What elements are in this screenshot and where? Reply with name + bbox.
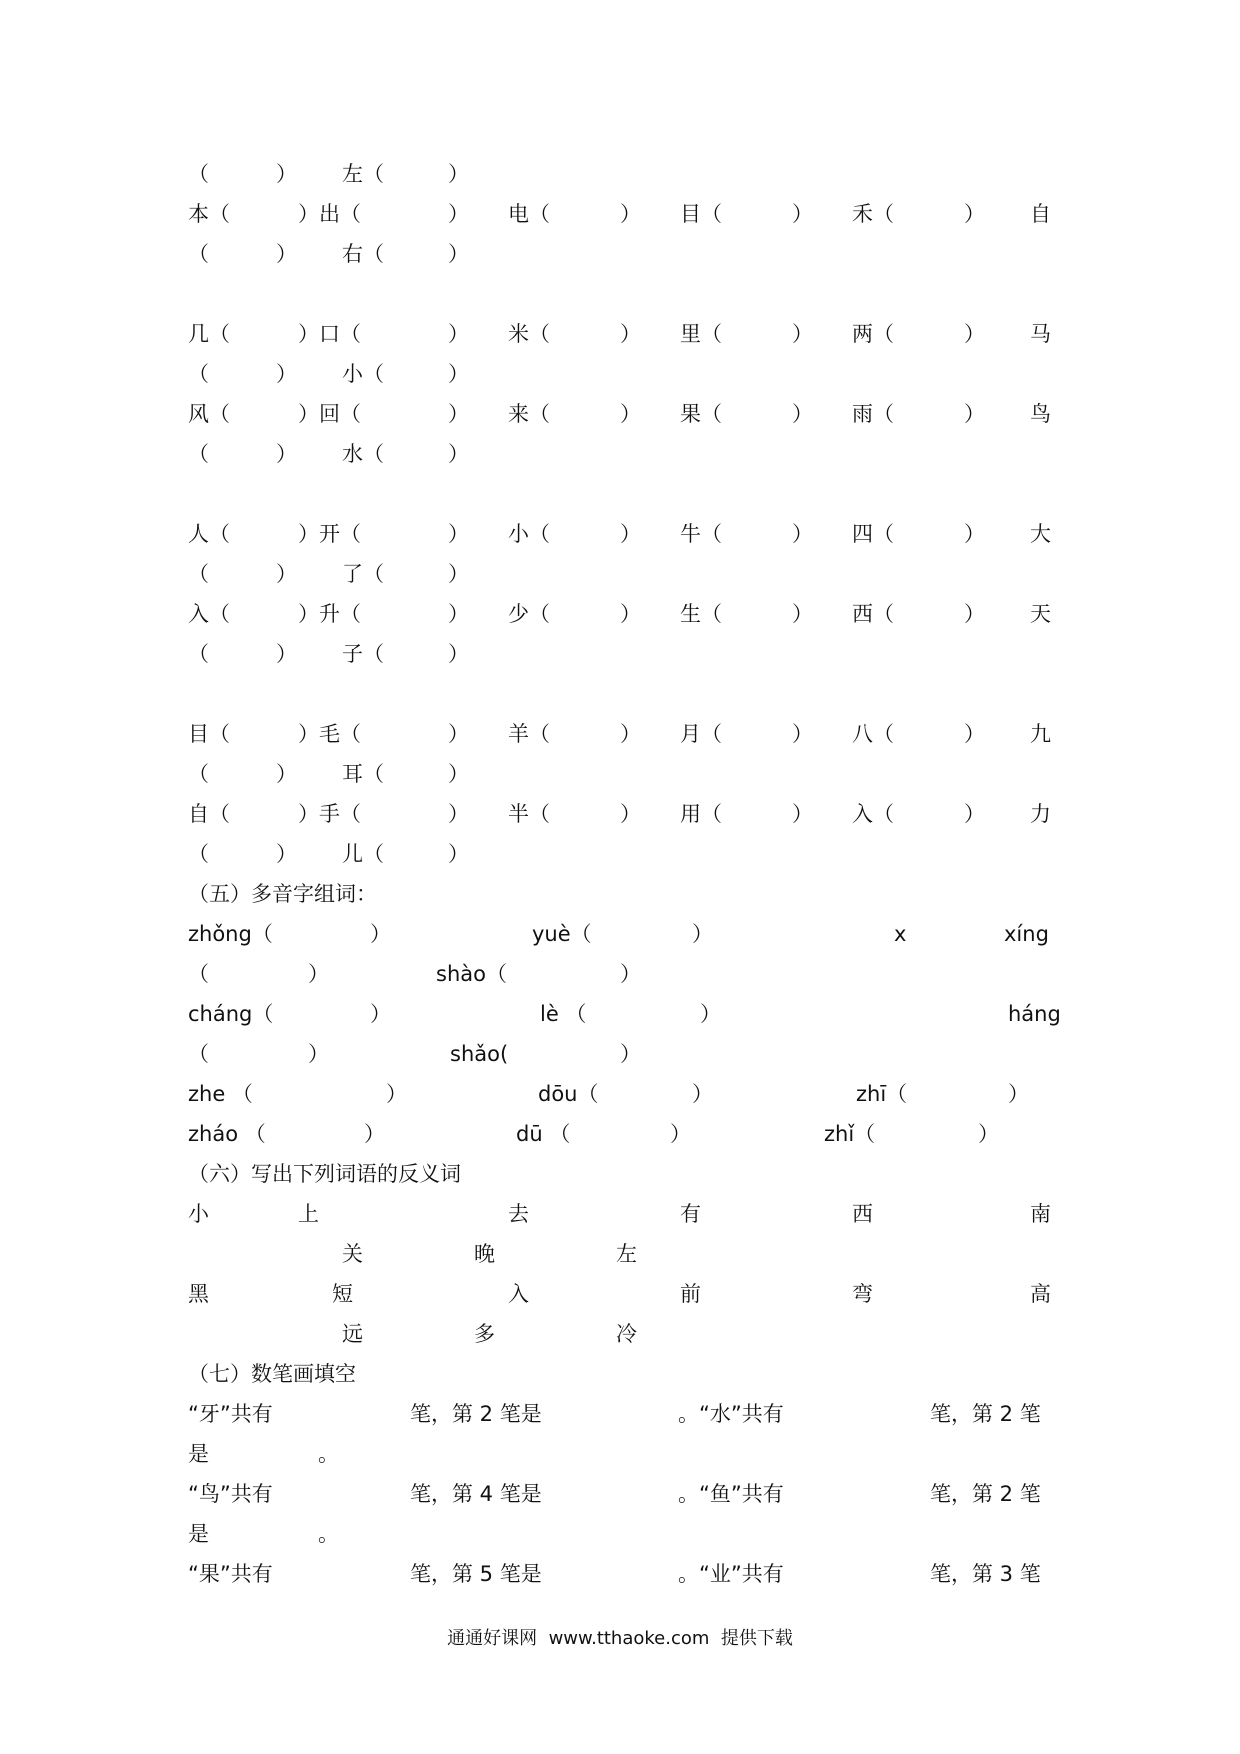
- word-cell: 多: [474, 1322, 495, 1346]
- page-footer: 通通好课网 www.tthaoke.com 提供下载: [447, 1628, 793, 1649]
- worksheet-line: [188, 1314, 1052, 1354]
- worksheet-line: [188, 234, 1052, 274]
- pinyin-cell: zháo （: [188, 1122, 266, 1146]
- bracket-cell: ）: [448, 562, 469, 586]
- bracket-cell: ）: [448, 762, 469, 786]
- character-cell: ）手（: [298, 802, 361, 826]
- stroke-question-cell: 。: [318, 1522, 339, 1546]
- bracket-cell: ）: [448, 842, 469, 866]
- character-cell: 四（: [852, 522, 894, 546]
- worksheet-line: [188, 434, 1052, 474]
- stroke-question-cell: 。: [318, 1442, 339, 1466]
- bracket-cell: ）: [792, 602, 813, 626]
- character-cell: 用（: [680, 802, 722, 826]
- bracket-cell: ）: [276, 562, 297, 586]
- character-cell: 半（: [508, 802, 550, 826]
- worksheet-line: [188, 354, 1052, 394]
- bracket-cell: ）: [308, 1042, 329, 1066]
- bracket-cell: ）: [692, 1082, 713, 1106]
- bracket-cell: ）: [276, 762, 297, 786]
- section-five-heading: （五）多音字组词：: [188, 882, 377, 906]
- character-cell: 了（: [342, 562, 384, 586]
- worksheet-line: [188, 1114, 1052, 1154]
- stroke-question-cell: “鸟”共有: [188, 1482, 273, 1506]
- bracket-cell: ）: [448, 522, 469, 546]
- character-cell: 来（: [508, 402, 550, 426]
- bracket-cell: ）: [792, 202, 813, 226]
- character-cell: 力: [1030, 802, 1051, 826]
- bracket-cell: ）: [620, 522, 641, 546]
- bracket-cell: ）: [370, 922, 391, 946]
- bracket-cell: ）: [364, 1122, 385, 1146]
- bracket-cell: ）: [964, 322, 985, 346]
- character-cell: 马: [1030, 322, 1051, 346]
- worksheet-line: [188, 954, 1052, 994]
- character-cell: 本（: [188, 202, 230, 226]
- bracket-cell: ）: [1008, 1082, 1029, 1106]
- pinyin-cell: shào（: [436, 962, 507, 986]
- bracket-cell: ）: [978, 1122, 999, 1146]
- bracket-cell: ）: [964, 522, 985, 546]
- section-seven-heading: （七）数笔画填空: [188, 1362, 356, 1386]
- pinyin-cell: yuè（: [532, 922, 592, 946]
- character-cell: 月（: [680, 722, 722, 746]
- character-cell: 自（: [188, 802, 230, 826]
- worksheet-line: [188, 1394, 1052, 1434]
- bracket-cell: ）: [620, 202, 641, 226]
- worksheet-line: [188, 1514, 1052, 1554]
- character-cell: 九: [1030, 722, 1051, 746]
- character-cell: 水（: [342, 442, 384, 466]
- pinyin-cell: dū （: [516, 1122, 571, 1146]
- worksheet-line: [188, 794, 1052, 834]
- character-cell: ）口（: [298, 322, 361, 346]
- character-cell: 目（: [680, 202, 722, 226]
- bracket-cell: （: [188, 1042, 209, 1066]
- pinyin-cell: zhǐ（: [824, 1122, 876, 1146]
- bracket-cell: （: [188, 162, 209, 186]
- character-cell: 牛（: [680, 522, 722, 546]
- section-heading: [188, 874, 1052, 914]
- bracket-cell: （: [188, 362, 209, 386]
- character-cell: 西（: [852, 602, 894, 626]
- bracket-cell: ）: [620, 722, 641, 746]
- stroke-question-cell: 。“业”共有: [678, 1562, 784, 1586]
- worksheet-line: [188, 1434, 1052, 1474]
- pinyin-cell: shǎo(: [450, 1042, 509, 1066]
- stroke-question-cell: 是: [188, 1522, 209, 1546]
- bracket-cell: ）: [964, 402, 985, 426]
- pinyin-cell: cháng（: [188, 1002, 274, 1026]
- bracket-cell: ）: [276, 362, 297, 386]
- bracket-cell: （: [188, 762, 209, 786]
- character-cell: ）毛（: [298, 722, 361, 746]
- bracket-cell: ）: [276, 162, 297, 186]
- bracket-cell: ）: [964, 602, 985, 626]
- bracket-cell: （: [188, 642, 209, 666]
- worksheet-line: [188, 634, 1052, 674]
- worksheet-line: [188, 394, 1052, 434]
- character-cell: 目（: [188, 722, 230, 746]
- pinyin-cell: zhǒng（: [188, 922, 273, 946]
- character-cell: 大: [1030, 522, 1051, 546]
- bracket-cell: ）: [448, 402, 469, 426]
- bracket-cell: ）: [792, 402, 813, 426]
- bracket-cell: ）: [448, 722, 469, 746]
- character-cell: 电（: [508, 202, 550, 226]
- pinyin-cell: zhī（: [856, 1082, 908, 1106]
- stroke-question-cell: 笔，第 2 笔: [930, 1402, 1041, 1426]
- bracket-cell: ）: [448, 322, 469, 346]
- worksheet-line: [188, 1554, 1052, 1594]
- stroke-question-cell: 。“鱼”共有: [678, 1482, 784, 1506]
- worksheet-line: [188, 314, 1052, 354]
- character-cell: 小（: [508, 522, 550, 546]
- bracket-cell: ）: [620, 402, 641, 426]
- word-cell: 关: [342, 1242, 363, 1266]
- stroke-question-cell: 。“水”共有: [678, 1402, 784, 1426]
- pinyin-cell: xíng: [1004, 922, 1049, 946]
- word-cell: 高: [1030, 1282, 1051, 1306]
- stroke-question-cell: 笔，第 2 笔: [930, 1482, 1041, 1506]
- stroke-question-cell: “果”共有: [188, 1562, 273, 1586]
- bracket-cell: （: [188, 962, 209, 986]
- bracket-cell: ）: [670, 1122, 691, 1146]
- character-cell: ）开（: [298, 522, 361, 546]
- character-cell: 羊（: [508, 722, 550, 746]
- worksheet-line: [188, 754, 1052, 794]
- bracket-cell: ）: [448, 602, 469, 626]
- stroke-question-cell: 笔，第 2 笔是: [410, 1402, 542, 1426]
- bracket-cell: ）: [620, 322, 641, 346]
- word-cell: 前: [680, 1282, 701, 1306]
- character-cell: 米（: [508, 322, 550, 346]
- bracket-cell: ）: [700, 1002, 721, 1026]
- bracket-cell: ）: [448, 802, 469, 826]
- worksheet-line: [188, 1234, 1052, 1274]
- worksheet-line: [188, 1194, 1052, 1234]
- worksheet-line: [188, 1274, 1052, 1314]
- word-cell: 有: [680, 1202, 701, 1226]
- word-cell: 上: [298, 1202, 319, 1226]
- worksheet-line: [188, 514, 1052, 554]
- word-cell: 南: [1030, 1202, 1051, 1226]
- word-cell: 冷: [616, 1322, 637, 1346]
- bracket-cell: ）: [620, 802, 641, 826]
- bracket-cell: ）: [620, 602, 641, 626]
- character-cell: 几（: [188, 322, 230, 346]
- character-cell: 禾（: [852, 202, 894, 226]
- worksheet-line: [188, 714, 1052, 754]
- word-cell: 黑: [188, 1282, 209, 1306]
- bracket-cell: ）: [448, 362, 469, 386]
- character-cell: 两（: [852, 322, 894, 346]
- bracket-cell: ）: [386, 1082, 407, 1106]
- word-cell: 晚: [474, 1242, 495, 1266]
- section-heading: [188, 1354, 1052, 1394]
- word-cell: 西: [852, 1202, 873, 1226]
- pinyin-cell: háng: [1008, 1002, 1061, 1026]
- character-cell: 天: [1030, 602, 1051, 626]
- character-cell: ）回（: [298, 402, 361, 426]
- character-cell: 耳（: [342, 762, 384, 786]
- bracket-cell: ）: [692, 922, 713, 946]
- worksheet-line: [188, 554, 1052, 594]
- bracket-cell: ）: [276, 442, 297, 466]
- bracket-cell: ）: [792, 802, 813, 826]
- bracket-cell: ）: [448, 202, 469, 226]
- word-cell: 入: [508, 1282, 529, 1306]
- worksheet-line: [188, 1074, 1052, 1114]
- bracket-cell: ）: [448, 242, 469, 266]
- bracket-cell: ）: [964, 802, 985, 826]
- character-cell: 里（: [680, 322, 722, 346]
- character-cell: 子（: [342, 642, 384, 666]
- bracket-cell: ）: [448, 162, 469, 186]
- bracket-cell: ）: [964, 722, 985, 746]
- character-cell: 自: [1030, 202, 1051, 226]
- character-cell: 生（: [680, 602, 722, 626]
- word-cell: 左: [616, 1242, 637, 1266]
- bracket-cell: （: [188, 242, 209, 266]
- section-six-heading: （六）写出下列词语的反义词: [188, 1162, 461, 1186]
- pinyin-cell: zhe （: [188, 1082, 253, 1106]
- bracket-cell: （: [188, 562, 209, 586]
- bracket-cell: （: [188, 842, 209, 866]
- worksheet-line: [188, 914, 1052, 954]
- stroke-question-cell: 是: [188, 1442, 209, 1466]
- character-cell: 小（: [342, 362, 384, 386]
- character-cell: 儿（: [342, 842, 384, 866]
- bracket-cell: ）: [620, 962, 641, 986]
- character-cell: 八（: [852, 722, 894, 746]
- character-cell: ）升（: [298, 602, 361, 626]
- character-cell: 果（: [680, 402, 722, 426]
- character-cell: 右（: [342, 242, 384, 266]
- bracket-cell: ）: [792, 522, 813, 546]
- bracket-cell: （: [188, 442, 209, 466]
- stroke-question-cell: 笔，第 3 笔: [930, 1562, 1041, 1586]
- stroke-question-cell: 笔，第 5 笔是: [410, 1562, 542, 1586]
- bracket-cell: ）: [276, 642, 297, 666]
- stroke-question-cell: “牙”共有: [188, 1402, 273, 1426]
- pinyin-cell: x: [894, 922, 907, 946]
- character-cell: 雨（: [852, 402, 894, 426]
- bracket-cell: ）: [792, 322, 813, 346]
- bracket-cell: ）: [448, 642, 469, 666]
- worksheet-line: [188, 1474, 1052, 1514]
- character-cell: 风（: [188, 402, 230, 426]
- word-cell: 去: [508, 1202, 529, 1226]
- word-cell: 小: [188, 1202, 209, 1226]
- bracket-cell: ）: [792, 722, 813, 746]
- bracket-cell: ）: [448, 442, 469, 466]
- bracket-cell: ）: [620, 1042, 641, 1066]
- bracket-cell: ）: [276, 842, 297, 866]
- character-cell: 左（: [342, 162, 384, 186]
- section-heading: [188, 1154, 1052, 1194]
- character-cell: 入（: [852, 802, 894, 826]
- word-cell: 短: [332, 1282, 353, 1306]
- worksheet-line: [188, 194, 1052, 234]
- character-cell: 少（: [508, 602, 550, 626]
- worksheet-line: [188, 834, 1052, 874]
- word-cell: 远: [342, 1322, 363, 1346]
- worksheet-line: [188, 154, 1052, 194]
- pinyin-cell: lè （: [540, 1002, 587, 1026]
- character-cell: 入（: [188, 602, 230, 626]
- word-cell: 弯: [852, 1282, 873, 1306]
- bracket-cell: ）: [964, 202, 985, 226]
- stroke-question-cell: 笔，第 4 笔是: [410, 1482, 542, 1506]
- character-cell: 人（: [188, 522, 230, 546]
- bracket-cell: ）: [308, 962, 329, 986]
- character-cell: 鸟: [1030, 402, 1051, 426]
- bracket-cell: ）: [370, 1002, 391, 1026]
- worksheet-line: [188, 1034, 1052, 1074]
- character-cell: ）出（: [298, 202, 361, 226]
- pinyin-cell: dōu（: [538, 1082, 599, 1106]
- worksheet-line: [188, 994, 1061, 1034]
- worksheet-line: [188, 594, 1052, 634]
- bracket-cell: ）: [276, 242, 297, 266]
